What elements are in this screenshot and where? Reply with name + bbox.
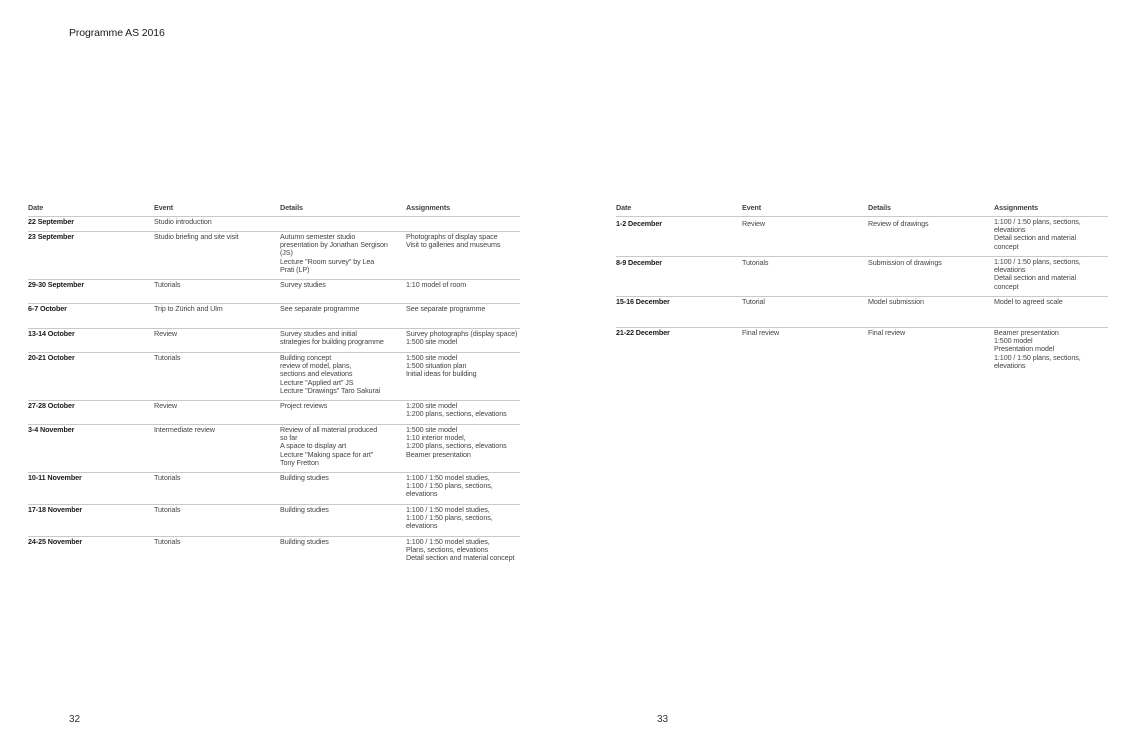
row-event: Tutorials <box>154 537 181 546</box>
row-details: Building studies <box>280 537 329 546</box>
row-date: 22 September <box>28 217 74 226</box>
row-assignments <box>406 218 526 231</box>
row-date: 27-28 October <box>28 401 75 410</box>
header-assignments: Assignments <box>994 203 1039 212</box>
row-event: Review <box>154 401 177 410</box>
header-date: Date <box>616 203 632 212</box>
row-assignments: 1:500 site model 1:10 interior model, 1:200 plans, sections, elevations Beamer presentation <box>406 425 507 459</box>
row-assignments: 1:100 / 1:50 plans, sections, elevations Detail section and material concept <box>994 257 1081 291</box>
row-details: Building studies <box>280 505 329 514</box>
row-date: 29-30 September <box>28 280 85 289</box>
row-event: Tutorials <box>154 473 181 482</box>
header-assignments: Assignments <box>406 203 451 212</box>
table-row <box>28 304 520 329</box>
row-assignments: 1:200 site model 1:200 plans, sections, elevations <box>406 401 507 419</box>
table-row <box>28 473 520 505</box>
row-event: Tutorials <box>742 258 769 267</box>
table-row <box>28 232 520 280</box>
row-event: Intermediate review <box>154 425 215 434</box>
header-event: Event <box>154 203 174 212</box>
row-details: Building concept review of model, plans, sections and elevations Lecture "Applied art" JS Lecture "Drawings" Taro Sakurai <box>280 353 381 395</box>
table-row <box>616 328 1108 374</box>
row-date: 15-16 December <box>616 297 670 306</box>
row-event: Tutorial <box>742 297 765 306</box>
row-assignments: Beamer presentation 1:500 model Presentation model 1:100 / 1:50 plans, sections, elevations <box>994 328 1081 370</box>
schedule-table-right <box>616 203 1108 374</box>
row-assignments: 1:100 / 1:50 model studies, 1:100 / 1:50 plans, sections, elevations <box>406 473 493 499</box>
row-details: Final review <box>868 328 906 337</box>
row-details: Submission of drawings <box>868 258 942 267</box>
header-details: Details <box>280 203 303 212</box>
table-header <box>616 203 1108 217</box>
page-number-left: 32 <box>69 714 81 725</box>
schedule-table-left <box>28 203 520 569</box>
row-event: Review <box>742 219 765 228</box>
row-date: 6-7 October <box>28 304 67 313</box>
table-row <box>28 280 520 304</box>
row-details: Autumn semester studio presentation by Jonathan Sergison (JS) Lecture "Room survey" by Lea Prati (LP) <box>280 232 388 274</box>
row-details: Project reviews <box>280 401 328 410</box>
row-date: 10-11 November <box>28 473 82 482</box>
table-row <box>28 505 520 537</box>
row-event: Studio briefing and site visit <box>154 232 239 241</box>
row-assignments: See separate programme <box>406 304 486 313</box>
row-date: 1-2 December <box>616 219 662 228</box>
row-assignments: 1:10 model of room <box>406 280 467 289</box>
row-date: 3-4 November <box>28 425 75 434</box>
row-event: Studio introduction <box>154 217 212 226</box>
row-assignments: 1:100 / 1:50 model studies, Plans, sections, elevations Detail section and material concept <box>406 537 515 563</box>
row-details: Survey studies <box>280 280 326 289</box>
row-details <box>280 218 406 231</box>
row-event: Trip to Zürich and Ulm <box>154 304 223 313</box>
row-date: 13-14 October <box>28 329 75 338</box>
row-details: See separate programme <box>280 304 360 313</box>
document-title: Programme AS 2016 <box>69 27 165 39</box>
row-event: Tutorials <box>154 280 181 289</box>
row-event: Tutorials <box>154 505 181 514</box>
table-row <box>28 537 520 569</box>
row-date: 21-22 December <box>616 328 670 337</box>
row-details: Review of all material produced so far A space to display art Lecture "Making space for art" Tony Fretton <box>280 425 378 467</box>
header-event: Event <box>742 203 762 212</box>
row-assignments: 1:500 site model 1:500 situation plan Initial ideas for building <box>406 353 477 379</box>
row-assignments: Survey photographs (display space) 1:500 site model <box>406 329 518 347</box>
row-event: Review <box>154 329 177 338</box>
table-row <box>28 217 520 232</box>
table-row <box>616 217 1108 257</box>
row-assignments: Model to agreed scale <box>994 297 1063 306</box>
row-event: Final review <box>742 328 780 337</box>
row-date: 8-9 December <box>616 258 662 267</box>
header-date: Date <box>28 203 44 212</box>
table-row <box>616 297 1108 328</box>
row-assignments: 1:100 / 1:50 plans, sections, elevations Detail section and material concept <box>994 217 1081 251</box>
table-row <box>28 425 520 473</box>
table-row <box>28 329 520 353</box>
row-details: Building studies <box>280 473 329 482</box>
row-details: Survey studies and initial strategies for building programme <box>280 329 384 347</box>
row-assignments: 1:100 / 1:50 model studies, 1:100 / 1:50 plans, sections, elevations <box>406 505 493 531</box>
header-details: Details <box>868 203 891 212</box>
table-row <box>28 401 520 425</box>
row-details: Model submission <box>868 297 924 306</box>
row-date: 20-21 October <box>28 353 75 362</box>
table-row <box>28 353 520 401</box>
table-header <box>28 203 520 217</box>
row-event: Tutorials <box>154 353 181 362</box>
page-number-right: 33 <box>657 714 669 725</box>
row-details: Review of drawings <box>868 219 929 228</box>
table-row <box>616 257 1108 297</box>
row-assignments: Photographs of display space Visit to galleries and museums <box>406 232 501 250</box>
row-date: 23 September <box>28 232 74 241</box>
row-date: 24-25 November <box>28 537 83 546</box>
row-date: 17-18 November <box>28 505 83 514</box>
